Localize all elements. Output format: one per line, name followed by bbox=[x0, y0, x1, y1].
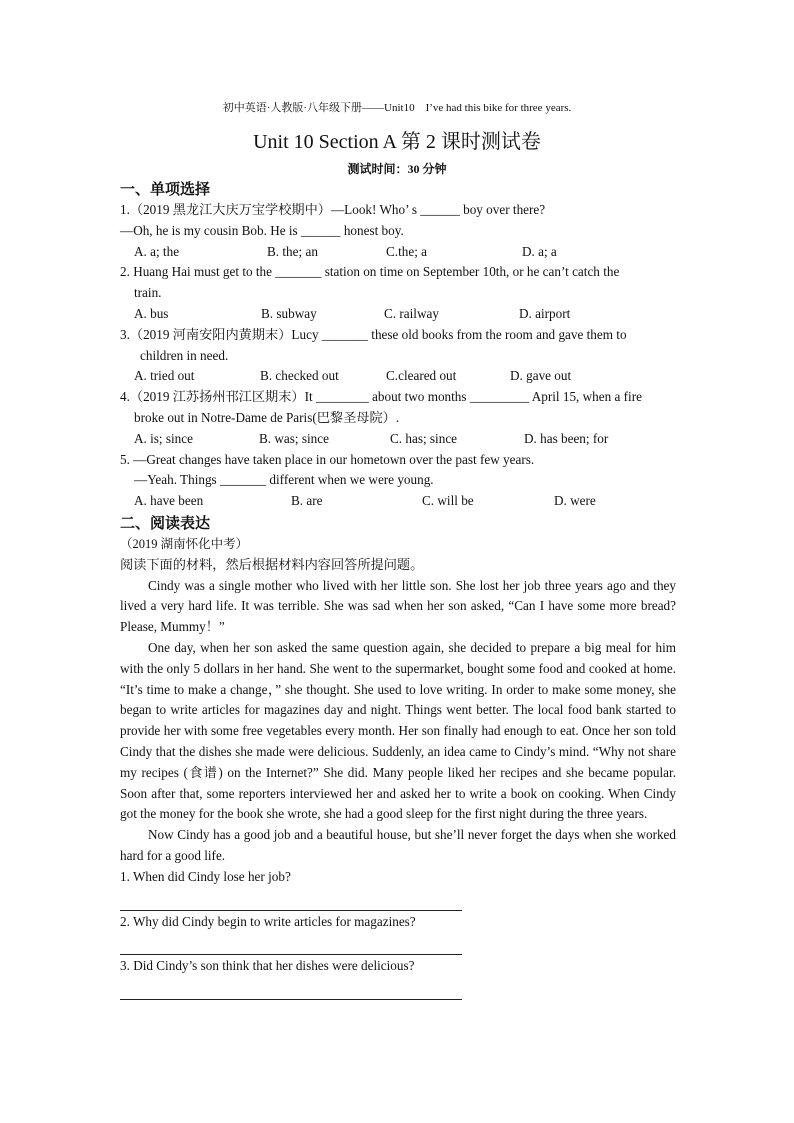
q5-options bbox=[120, 491, 676, 512]
q2-option-d: D. airport bbox=[519, 305, 571, 321]
q1-options bbox=[120, 242, 676, 263]
passage-paragraph-1: Cindy was a single mother who lived with her little son. She lost her job three years ago and they lived a very hard life. It was terrible. She was sad when her son asked, “Can I have some more bread?Please, Mummy！” bbox=[120, 577, 676, 635]
q2-line1: 2. Huang Hai must get to the _______ station on time on September 10th, or he can’t catch the bbox=[120, 264, 620, 280]
q3-option-d: D. gave out bbox=[510, 368, 572, 384]
question-3: 3. Did Cindy’s son think that her dishes were delicious? bbox=[120, 958, 415, 974]
q1-option-a: A. a; the bbox=[134, 243, 180, 259]
q4-options bbox=[120, 429, 676, 450]
q1-option-d: D. a; a bbox=[522, 243, 557, 259]
q4-option-c: C. has; since bbox=[390, 430, 458, 446]
q5-option-d: D. were bbox=[554, 493, 596, 509]
q1-option-c: C.the; a bbox=[386, 243, 428, 259]
q3-line2: children in need. bbox=[140, 347, 229, 363]
question-1: 1. When did Cindy lose her job? bbox=[120, 868, 291, 884]
q1-option-b: B. the; an bbox=[267, 243, 318, 259]
reading-instruction: 阅读下面的材料，然后根据材料内容回答所提问题。 bbox=[120, 556, 424, 572]
passage-paragraph-3: Now Cindy has a good job and a beautiful house, but she’ll never forget the days when she worked hard for a good life. bbox=[120, 827, 676, 863]
answer-line-2[interactable] bbox=[120, 932, 462, 955]
q2-line2: train. bbox=[134, 285, 162, 301]
page-title: Unit 10 Section A 第 2 课时测试卷 bbox=[253, 131, 541, 153]
q3-line1: 3.（2019 河南安阳内黄期末）Lucy _______ these old books from the room and gave them to bbox=[120, 326, 627, 342]
passage-paragraph-2: One day, when her son asked the same question again, she decided to prepare a big meal for him with the only 5 dollars in her hand. She went to the supermarket, bought some food and cooked at home. “It’s time to make a change，” she thought. She used to love writing. In order to make some money, she began to write articles for magazines day and night. Things went better. The local food bank started to provide her with some free vegetables every month. Her son finally had enough to eat. Once her son told Cindy that the dishes she made were delicious. Suddenly, an idea came to Cindy’s mind. “Why not share my recipes (食谱) on the Internet?” She did. Many people liked her recipes and she became popular. Soon after that, some reporters interviewed her and asked her to write a book on cooking. When Cindy got the money for the book she wrote, she had a good sleep for the first night during the three years. bbox=[120, 639, 676, 822]
q2-options bbox=[120, 304, 676, 325]
q5-option-b: B. are bbox=[291, 493, 323, 509]
q1-line2: —Oh, he is my cousin Bob. He is ______ honest boy. bbox=[120, 222, 404, 238]
q4-option-d: D. has been; for bbox=[524, 430, 609, 446]
q5-option-c: C. will be bbox=[422, 493, 474, 509]
section1-heading: 一、单项选择 bbox=[120, 180, 211, 198]
answer-line-1[interactable] bbox=[120, 888, 462, 911]
worksheet-content bbox=[120, 178, 676, 1000]
answer-line-3[interactable] bbox=[120, 977, 462, 1000]
q4-line1: 4.（2019 江苏扬州邗江区期末）It ________ about two months _________ April 15, when a fire bbox=[120, 389, 642, 405]
q4-option-a: A. is; since bbox=[134, 430, 193, 446]
q3-options bbox=[120, 366, 676, 387]
question-2: 2. Why did Cindy begin to write articles for magazines? bbox=[120, 913, 416, 929]
q5-line1: 5. —Great changes have taken place in our hometown over the past few years. bbox=[120, 451, 535, 467]
page-header: 初中英语·人教版·八年级下册——Unit10 I’ve had this bike for three years. bbox=[222, 102, 572, 114]
q3-option-a: A. tried out bbox=[134, 368, 195, 384]
q2-option-b: B. subway bbox=[261, 305, 317, 321]
q1-line1: 1.（2019 黑龙江大庆万宝学校期中）—Look! Who’ s ______ boy over there? bbox=[120, 202, 546, 217]
q5-option-a: A. have been bbox=[134, 493, 204, 509]
q3-option-b: B. checked out bbox=[260, 368, 339, 384]
q4-option-b: B. was; since bbox=[259, 430, 329, 446]
q2-option-a: A. bus bbox=[134, 305, 169, 321]
q3-option-c: C.cleared out bbox=[386, 368, 457, 384]
q2-option-c: C. railway bbox=[384, 305, 439, 321]
q4-line2: broke out in Notre-Dame de Paris(巴黎圣母院）. bbox=[134, 409, 400, 425]
test-time: 测试时间：30 分钟 bbox=[347, 162, 447, 176]
q5-line2: —Yeah. Things _______ different when we were young. bbox=[134, 472, 434, 488]
reading-source: （2019 湖南怀化中考） bbox=[120, 536, 249, 551]
section2-heading: 二、阅读表达 bbox=[120, 513, 211, 532]
